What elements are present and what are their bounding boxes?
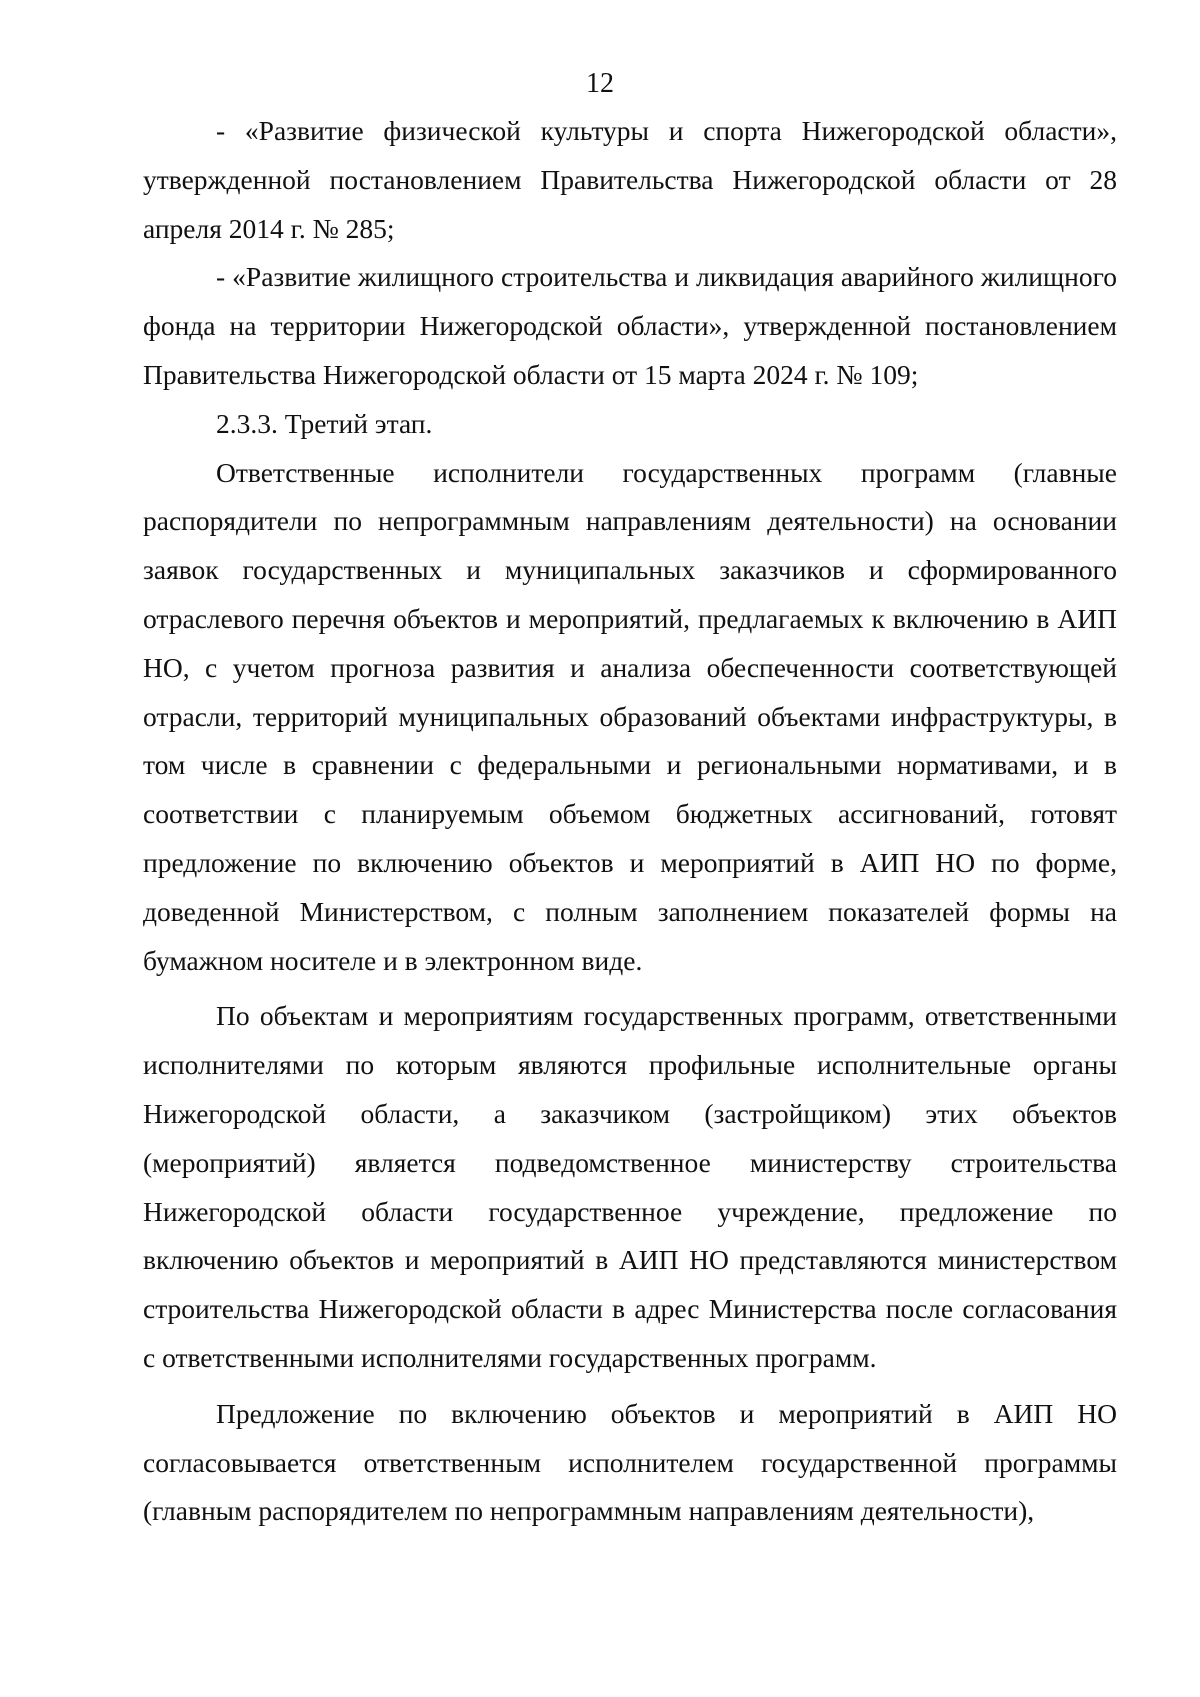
section-heading-third-stage: 2.3.3. Третий этап.	[216, 407, 433, 439]
list-item-sport-program: - «Развитие физической культуры и спорта Нижегородской области», утвержденной постановлением Правительства Нижегородской области от 28 апреля 2014 г. № 285;	[143, 115, 1117, 244]
paragraph-responsible-executors: Ответственные исполнители государственных программ (главные распорядители по непрограммным направлениям деятельности) на основании заявок государственных и муниципальных заказчиков и сформированного отраслевого перечня объектов и мероприятий, предлагаемых к включению в АИП НО, с учетом прогноза развития и анализа обеспеченности соответствующей отрасли, территорий муниципальных образований объектами инфраструктуры, в том числе в сравнении с федеральными и региональными нормативами, и в соответствии с планируемым объемом бюджетных ассигнований, готовят предложение по включению объектов и мероприятий в АИП НО по форме, доведенной Министерством, с полным заполнением показателей формы на бумажном носителе и в электронном виде.	[143, 456, 1117, 976]
paragraph-objects-and-measures: По объектам и мероприятиям государственных программ, ответственными исполнителями по которым являются профильные исполнительные органы Нижегородской области, а заказчиком (застройщиком) этих объектов (мероприятий) является подведомственное министерству строительства Нижегородской области государственное учреждение, предложение по включению объектов и мероприятий в АИП НО представляются министерством строительства Нижегородской области в адрес Министерства после согласования с ответственными исполнителями государственных программ.	[143, 1000, 1117, 1373]
list-item-housing-program: - «Развитие жилищного строительства и ликвидация аварийного жилищного фонда на территории Нижегородской области», утвержденной постановлением Правительства Нижегородской области от 15 марта 2024 г. № 109;	[143, 261, 1117, 390]
document-body	[143, 107, 1117, 1536]
paragraph-proposal-agreement: Предложение по включению объектов и мероприятий в АИП НО согласовывается ответственным исполнителем государственной программы (главным распорядителем по непрограммным направлениям деятельности),	[143, 1397, 1117, 1527]
page-number: 12	[586, 68, 614, 99]
